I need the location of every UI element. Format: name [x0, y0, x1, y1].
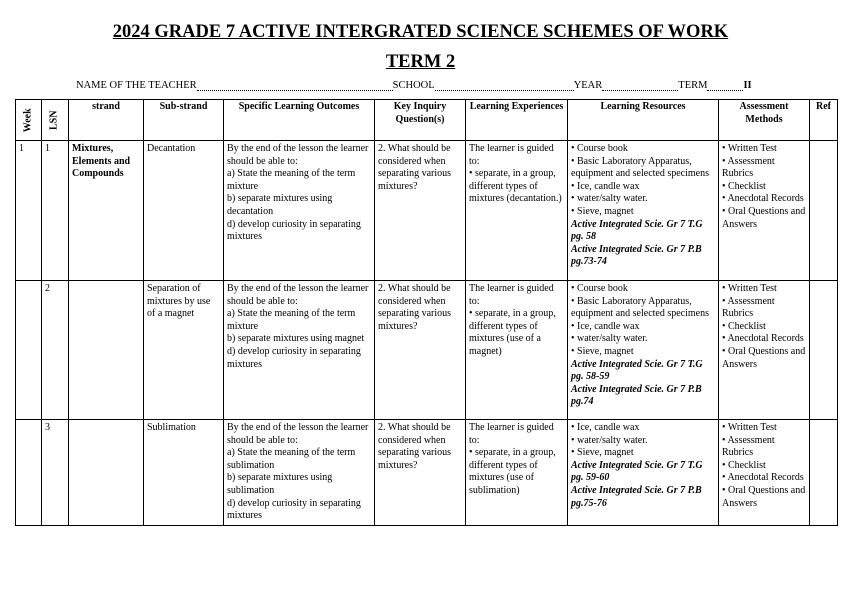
table-row	[16, 141, 838, 281]
inquiry-cell: 2. What should be considered when separating various mixtures?	[375, 420, 466, 526]
week-cell	[16, 420, 42, 526]
col-header-resources: Learning Resources	[568, 100, 719, 141]
inquiry-cell: 2. What should be considered when separating various mixtures?	[375, 281, 466, 420]
outcomes-cell: By the end of the lesson the learner should be able to: a) State the meaning of the term mixture b) separate mixtures using decantation d) develop curiosity in separating mixtures	[224, 141, 375, 281]
year-label: YEAR	[573, 80, 603, 91]
table-header-row	[16, 100, 838, 141]
strand-cell: Mixtures, Elements and Compounds	[69, 141, 144, 281]
substrand-cell: Decantation	[144, 141, 224, 281]
col-header-lsn: LSN	[42, 100, 69, 141]
term-label: TERM	[678, 80, 708, 91]
col-header-outcomes: Specific Learning Outcomes	[224, 100, 375, 141]
lsn-cell: 3	[42, 420, 69, 526]
outcomes-cell: By the end of the lesson the learner should be able to: a) State the meaning of the term mixture b) separate mixtures using magnet d) develop curiosity in separating mixtures	[224, 281, 375, 420]
term-value: II	[743, 80, 752, 91]
resources-cell: • Course book • Basic Laboratory Apparatus, equipment and selected specimens • Ice, candle wax • water/salty water. • Sieve, magnet Active Integrated Scie. Gr 7 T.G pg. 58 Active Integrated Scie. Gr 7 P.B pg.73-74	[568, 141, 719, 281]
assessment-cell: • Written Test • Assessment Rubrics • Checklist • Anecdotal Records • Oral Questions and Answers	[719, 420, 810, 526]
strand-cell	[69, 281, 144, 420]
school-label: SCHOOL	[392, 80, 435, 91]
year-blank	[602, 80, 678, 91]
week-cell	[16, 281, 42, 420]
outcomes-cell: By the end of the lesson the learner should be able to: a) State the meaning of the term sublimation b) separate mixtures using sublimation d) develop curiosity in separating mixtures	[224, 420, 375, 526]
col-header-ref: Ref	[810, 100, 838, 141]
textbook-reference: Active Integrated Scie. Gr 7 T.G pg. 58-59	[571, 358, 703, 383]
document-title: 2024 GRADE 7 ACTIVE INTERGRATED SCIENCE SCHEMES OF WORK	[112, 22, 729, 42]
inquiry-cell: 2. What should be considered when separating various mixtures?	[375, 141, 466, 281]
resources-cell: • Course book • Basic Laboratory Apparatus, equipment and selected specimens • Ice, candle wax • water/salty water. • Sieve, magnet Active Integrated Scie. Gr 7 T.G pg. 58-59 Active Integrated Scie. Gr 7 P.B pg.74	[568, 281, 719, 420]
ref-cell	[810, 281, 838, 420]
textbook-reference: Active Integrated Scie. Gr 7 P.B pg.73-74	[571, 243, 702, 268]
col-header-inquiry: Key Inquiry Question(s)	[375, 100, 466, 141]
experiences-cell: The learner is guided to: • separate, in a group, different types of mixtures (decantation.)	[466, 141, 568, 281]
col-header-experiences: Learning Experiences	[466, 100, 568, 141]
col-header-week: Week	[16, 100, 42, 141]
term-blank	[707, 80, 743, 91]
col-header-strand: strand	[69, 100, 144, 141]
teacher-name-blank	[197, 80, 393, 91]
textbook-reference: Active Integrated Scie. Gr 7 P.B pg.75-76	[571, 484, 702, 509]
table-row	[16, 420, 838, 526]
week-cell: 1	[16, 141, 42, 281]
textbook-reference: Active Integrated Scie. Gr 7 P.B pg.74	[571, 383, 702, 408]
school-name-blank	[435, 80, 574, 91]
experiences-cell: The learner is guided to: • separate, in a group, different types of mixtures (use of sublimation)	[466, 420, 568, 526]
col-header-substrand: Sub-strand	[144, 100, 224, 141]
teacher-label: NAME OF THE TEACHER	[76, 80, 197, 91]
assessment-cell: • Written Test • Assessment Rubrics • Checklist • Anecdotal Records • Oral Questions and Answers	[719, 281, 810, 420]
substrand-cell: Sublimation	[144, 420, 224, 526]
textbook-reference: Active Integrated Scie. Gr 7 T.G pg. 59-60	[571, 459, 703, 484]
ref-cell	[810, 141, 838, 281]
substrand-cell: Separation of mixtures by use of a magnet	[144, 281, 224, 420]
strand-cell	[69, 420, 144, 526]
experiences-cell: The learner is guided to: • separate, in a group, different types of mixtures (use of a magnet)	[466, 281, 568, 420]
col-header-assessment: Assessment Methods	[719, 100, 810, 141]
assessment-cell: • Written Test • Assessment Rubrics • Checklist • Anecdotal Records • Oral Questions and Answers	[719, 141, 810, 281]
ref-cell	[810, 420, 838, 526]
lsn-cell: 1	[42, 141, 69, 281]
scheme-table	[15, 99, 838, 526]
teacher-info-line	[76, 80, 752, 91]
table-row	[16, 281, 838, 420]
term-heading: TERM 2	[385, 52, 456, 72]
lsn-cell: 2	[42, 281, 69, 420]
textbook-reference: Active Integrated Scie. Gr 7 T.G pg. 58	[571, 218, 703, 243]
resources-cell: • Ice, candle wax • water/salty water. • Sieve, magnet Active Integrated Scie. Gr 7 T.G pg. 59-60 Active Integrated Scie. Gr 7 P.B pg.75-76	[568, 420, 719, 526]
